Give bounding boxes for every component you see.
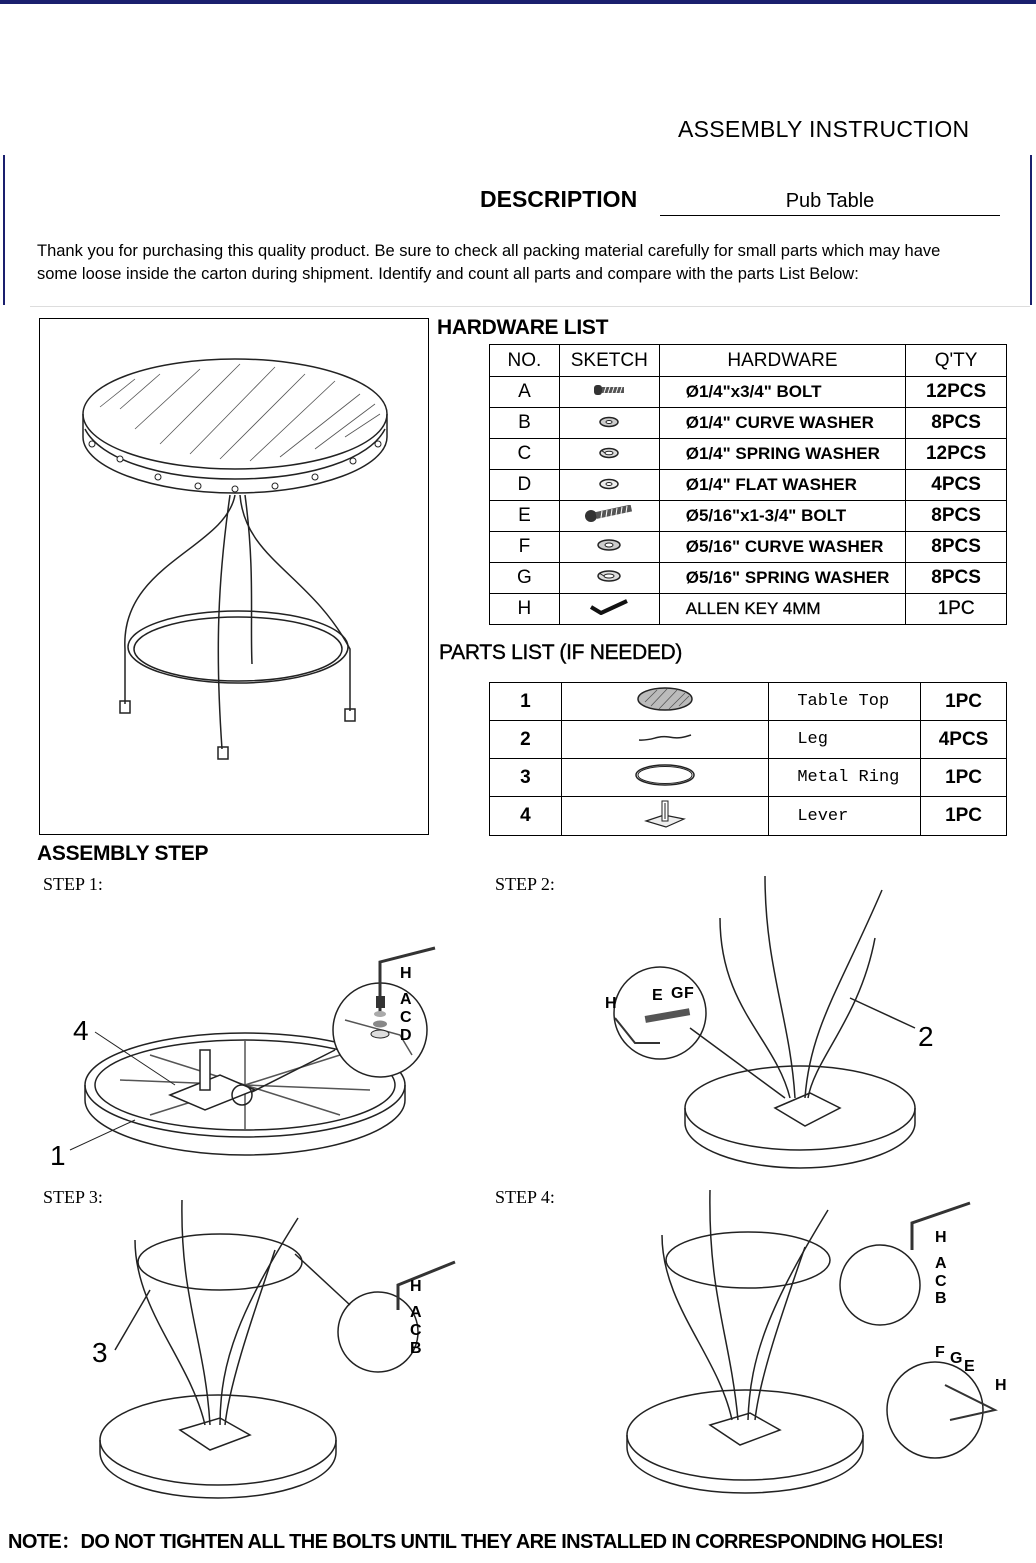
step-4-callout-e: E bbox=[964, 1358, 975, 1375]
table-row bbox=[490, 759, 1007, 797]
leg-icon bbox=[561, 721, 769, 759]
hardware-name: Ø1/4" SPRING WASHER bbox=[659, 439, 905, 470]
step-1-callout-1: 1 bbox=[50, 1140, 66, 1171]
part-name: Leg bbox=[769, 721, 921, 759]
pub-table-drawing bbox=[40, 319, 428, 834]
product-illustration bbox=[39, 318, 429, 835]
header-qty: Q'TY bbox=[906, 345, 1007, 377]
intro-line-1: Thank you for purchasing this quality product. Be sure to check all packing material carefully for small parts which may have bbox=[37, 242, 941, 260]
hardware-no: F bbox=[490, 532, 560, 563]
step-2-callout-2: 2 bbox=[918, 1021, 934, 1052]
hardware-no: D bbox=[490, 470, 560, 501]
assembly-step-title: ASSEMBLY STEP bbox=[37, 842, 209, 865]
description-value: Pub Table bbox=[660, 190, 1000, 216]
metal-ring-icon bbox=[561, 759, 769, 797]
hardware-header-row bbox=[490, 345, 1007, 377]
step-1-callout-c: C bbox=[400, 1009, 412, 1026]
step-3-callout-h: H bbox=[410, 1278, 422, 1295]
hardware-qty: 12PCS bbox=[906, 439, 1007, 470]
hardware-name: Ø5/16" CURVE WASHER bbox=[659, 532, 905, 563]
step-4-callout-g: G bbox=[950, 1350, 963, 1367]
part-no: 2 bbox=[490, 721, 562, 759]
step-3-callout-3: 3 bbox=[92, 1337, 108, 1368]
step-1-callout-4: 4 bbox=[73, 1015, 89, 1046]
step-4-callout-b: B bbox=[935, 1290, 947, 1307]
step-2-callout-f: F bbox=[684, 985, 694, 1002]
hardware-no: H bbox=[490, 594, 560, 625]
hardware-name: Ø5/16" SPRING WASHER bbox=[659, 563, 905, 594]
bolt-icon bbox=[559, 377, 659, 408]
curve-washer-icon bbox=[559, 408, 659, 439]
table-row bbox=[490, 439, 1007, 470]
spring-washer-icon bbox=[559, 563, 659, 594]
step-1-diagram bbox=[40, 900, 460, 1180]
hardware-name: Ø1/4"x3/4" BOLT bbox=[659, 377, 905, 408]
lever-icon bbox=[561, 797, 769, 836]
part-qty: 1PC bbox=[921, 759, 1007, 797]
step-4-callout-f: F bbox=[935, 1344, 945, 1361]
right-border bbox=[1030, 155, 1032, 305]
part-name: Lever bbox=[769, 797, 921, 836]
hardware-name: Ø5/16"x1-3/4" BOLT bbox=[659, 501, 905, 532]
hardware-qty: 12PCS bbox=[906, 377, 1007, 408]
step-4-callout-a: A bbox=[935, 1255, 947, 1272]
parts-list-title: PARTS LIST (IF NEEDED) bbox=[439, 641, 683, 664]
step-2-callout-h: H bbox=[605, 995, 617, 1012]
step-2-diagram bbox=[600, 868, 1020, 1178]
step-3-callout-c: C bbox=[410, 1322, 422, 1339]
step-2-callout-g: G bbox=[671, 985, 684, 1002]
part-no: 1 bbox=[490, 683, 562, 721]
hardware-qty: 8PCS bbox=[906, 563, 1007, 594]
allen-key-icon bbox=[559, 594, 659, 625]
step-4-callout-h: H bbox=[935, 1229, 947, 1246]
step-4-callout-c: C bbox=[935, 1273, 947, 1290]
top-border bbox=[0, 0, 1036, 4]
part-name: Metal Ring bbox=[769, 759, 921, 797]
table-row bbox=[490, 683, 1007, 721]
table-row bbox=[490, 470, 1007, 501]
step-2-label: STEP 2: bbox=[495, 874, 555, 894]
hardware-no: C bbox=[490, 439, 560, 470]
intro-text bbox=[37, 240, 1017, 286]
header-sketch: SKETCH bbox=[559, 345, 659, 377]
step-2-callout-e: E bbox=[652, 987, 663, 1004]
step-1-callout-d: D bbox=[400, 1027, 412, 1044]
step-4-label: STEP 4: bbox=[495, 1187, 555, 1207]
table-top-icon bbox=[561, 683, 769, 721]
step-1-callout-h: H bbox=[400, 965, 412, 982]
curve-washer-icon bbox=[559, 532, 659, 563]
hardware-qty: 4PCS bbox=[906, 470, 1007, 501]
hardware-list-title: HARDWARE LIST bbox=[437, 316, 609, 339]
hardware-qty: 8PCS bbox=[906, 501, 1007, 532]
step-3-diagram bbox=[80, 1190, 470, 1500]
hardware-table bbox=[489, 344, 1007, 625]
table-row bbox=[490, 594, 1007, 625]
part-no: 3 bbox=[490, 759, 562, 797]
divider bbox=[30, 306, 1030, 307]
long-bolt-icon bbox=[559, 501, 659, 532]
intro-line-2: some loose inside the carton during shipment. Identify and count all parts and compare with the parts List Below: bbox=[37, 265, 859, 283]
hardware-no: B bbox=[490, 408, 560, 439]
part-qty: 4PCS bbox=[921, 721, 1007, 759]
header-hardware: HARDWARE bbox=[659, 345, 905, 377]
spring-washer-icon bbox=[559, 439, 659, 470]
step-4-callout-h2: H bbox=[995, 1377, 1007, 1394]
table-row bbox=[490, 721, 1007, 759]
hardware-qty: 1PC bbox=[906, 594, 1007, 625]
table-row bbox=[490, 532, 1007, 563]
part-no: 4 bbox=[490, 797, 562, 836]
step-3-callout-b: B bbox=[410, 1340, 422, 1357]
flat-washer-icon bbox=[559, 470, 659, 501]
parts-table bbox=[489, 682, 1007, 836]
hardware-no: A bbox=[490, 377, 560, 408]
table-row bbox=[490, 408, 1007, 439]
hardware-no: E bbox=[490, 501, 560, 532]
assembly-note: NOTE：DO NOT TIGHTEN ALL THE BOLTS UNTIL THEY ARE INSTALLED IN CORRESPONDING HOLES! bbox=[8, 1531, 944, 1553]
step-3-callout-a: A bbox=[410, 1304, 422, 1321]
description-label: DESCRIPTION bbox=[480, 186, 638, 212]
hardware-no: G bbox=[490, 563, 560, 594]
step-1-callout-a: A bbox=[400, 991, 412, 1008]
hardware-name: Ø1/4" FLAT WASHER bbox=[659, 470, 905, 501]
step-1-label: STEP 1: bbox=[43, 874, 103, 894]
step-3-label: STEP 3: bbox=[43, 1187, 103, 1207]
table-row bbox=[490, 797, 1007, 836]
hardware-qty: 8PCS bbox=[906, 408, 1007, 439]
part-qty: 1PC bbox=[921, 797, 1007, 836]
header-no: NO. bbox=[490, 345, 560, 377]
table-row bbox=[490, 377, 1007, 408]
page-title: ASSEMBLY INSTRUCTION bbox=[678, 116, 970, 142]
left-border bbox=[3, 155, 5, 305]
part-qty: 1PC bbox=[921, 683, 1007, 721]
hardware-name: ALLEN KEY 4MM bbox=[659, 594, 905, 625]
table-row bbox=[490, 501, 1007, 532]
step-4-diagram bbox=[610, 1185, 1030, 1505]
hardware-name: Ø1/4" CURVE WASHER bbox=[659, 408, 905, 439]
part-name: Table Top bbox=[769, 683, 921, 721]
hardware-qty: 8PCS bbox=[906, 532, 1007, 563]
table-row bbox=[490, 563, 1007, 594]
